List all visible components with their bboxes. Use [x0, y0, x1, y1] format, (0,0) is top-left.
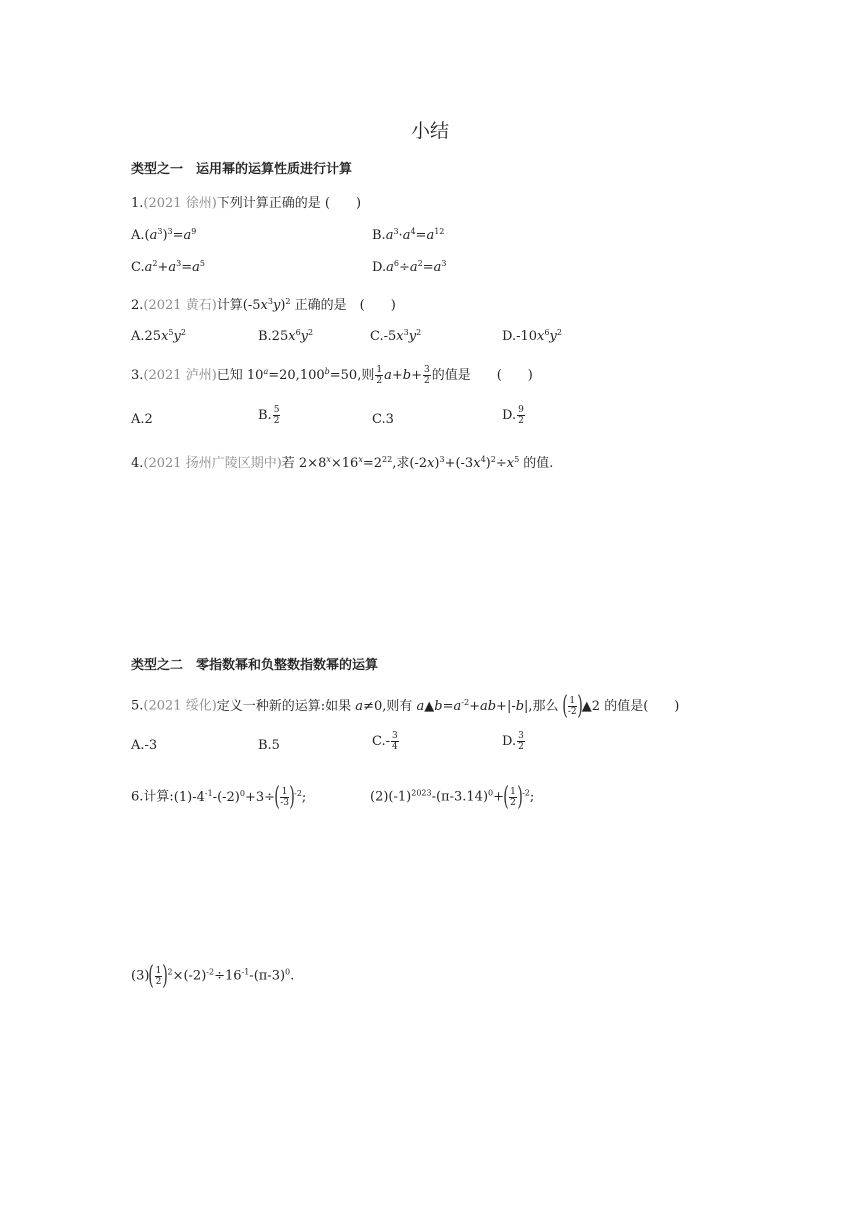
question-3 [131, 364, 533, 386]
question-stem: 计算$(-5x^3y)^2$ 正确的是 ( ) [216, 297, 396, 313]
question-6-part-2: $(2)(-1)^{2023}-(\pi-3.14)^0+$ ( $\frac{1}{2}$ ) $^{-2}$; [370, 782, 535, 812]
question-stem: 已知 $10^a=20,100^b=50$,则 $\frac{1}{2}$ a+b+ $\frac{3}{2}$ 的值是 ( ) [216, 365, 533, 386]
q1-option-a: $A.(a^3)^3=a^9$ [131, 227, 197, 243]
q3-option-a: A.2 [131, 412, 153, 427]
q2-option-a: $A.25x^5y^2$ [131, 328, 186, 344]
q5-option-a: A.-3 [131, 738, 158, 753]
question-source: (2021 绥化) [143, 698, 217, 714]
question-source: (2021 扬州广陵区期中) [143, 456, 282, 471]
question-number: 1. [131, 196, 144, 211]
q2-option-c: $C.-5x^3y^2$ [370, 328, 422, 344]
question-source: (2021 泸州) [143, 368, 217, 383]
question-stem: 定义一种新的运算:如果 a≠0,则有 $a▲b=a^{-2}+ab+|-b|$,那么 ( $\frac{1}{-2}$ ) ▲2 的值是( ) [216, 691, 680, 721]
question-number: 5. [131, 698, 144, 714]
section-heading-1: 类型之一 运用幂的运算性质进行计算 [131, 162, 353, 177]
q1-option-c: $C.a^2+a^3=a^5$ [131, 259, 206, 275]
q2-option-d: $D.-10x^6y^2$ [502, 328, 562, 344]
section-heading-2: 类型之二 零指数幂和负整数指数幂的运算 [131, 658, 379, 673]
question-6-part-3: (3) ( $\frac{1}{2}$ ) $^2\times(-2)^{-2}\div 16^{-1}-(\pi-3)^0$. [131, 961, 295, 991]
q3-option-c: C.3 [372, 412, 394, 427]
q5-option-b: B.5 [258, 738, 280, 753]
question-4 [131, 452, 553, 471]
question-number: 2. [131, 298, 144, 313]
question-5 [131, 693, 679, 719]
q1-option-d: $D.a^6\div a^2=a^3$ [372, 259, 447, 275]
q1-option-b: $B.a^3\cdot a^4=a^{12}$ [372, 227, 445, 243]
question-6-part-1 [131, 784, 306, 810]
question-source: (2021 黄石) [143, 298, 217, 313]
question-number: 3. [131, 368, 144, 383]
q2-option-b: $B.25x^6y^2$ [258, 328, 314, 344]
q5-option-c: C.- $\frac{3}{4}$ [372, 731, 398, 752]
q3-option-d: D. $\frac{9}{2}$ [502, 405, 524, 426]
question-number: 4. [131, 456, 144, 471]
part-1: $(1)-4^{-1}-(-2)^0+3\div$ ( $\frac{1}{-3}$ ) $^{-2}$; [173, 782, 307, 812]
q5-option-d: D. $\frac{3}{2}$ [502, 731, 524, 752]
q3-option-b: B. $\frac{5}{2}$ [258, 405, 280, 426]
question-2 [131, 294, 396, 313]
page-title: 小结 [410, 120, 449, 142]
question-stem: 若 $2\times 8^x\times 16^x=2^{22}$,求$(-2x)^3+(-3x^4)^2\div x^5$ 的值. [281, 455, 554, 471]
question-1 [131, 192, 361, 211]
question-source: (2021 徐州) [143, 196, 217, 211]
question-label: 6.计算: [131, 789, 174, 805]
question-stem: 下列计算正确的是 ( ) [216, 196, 362, 211]
